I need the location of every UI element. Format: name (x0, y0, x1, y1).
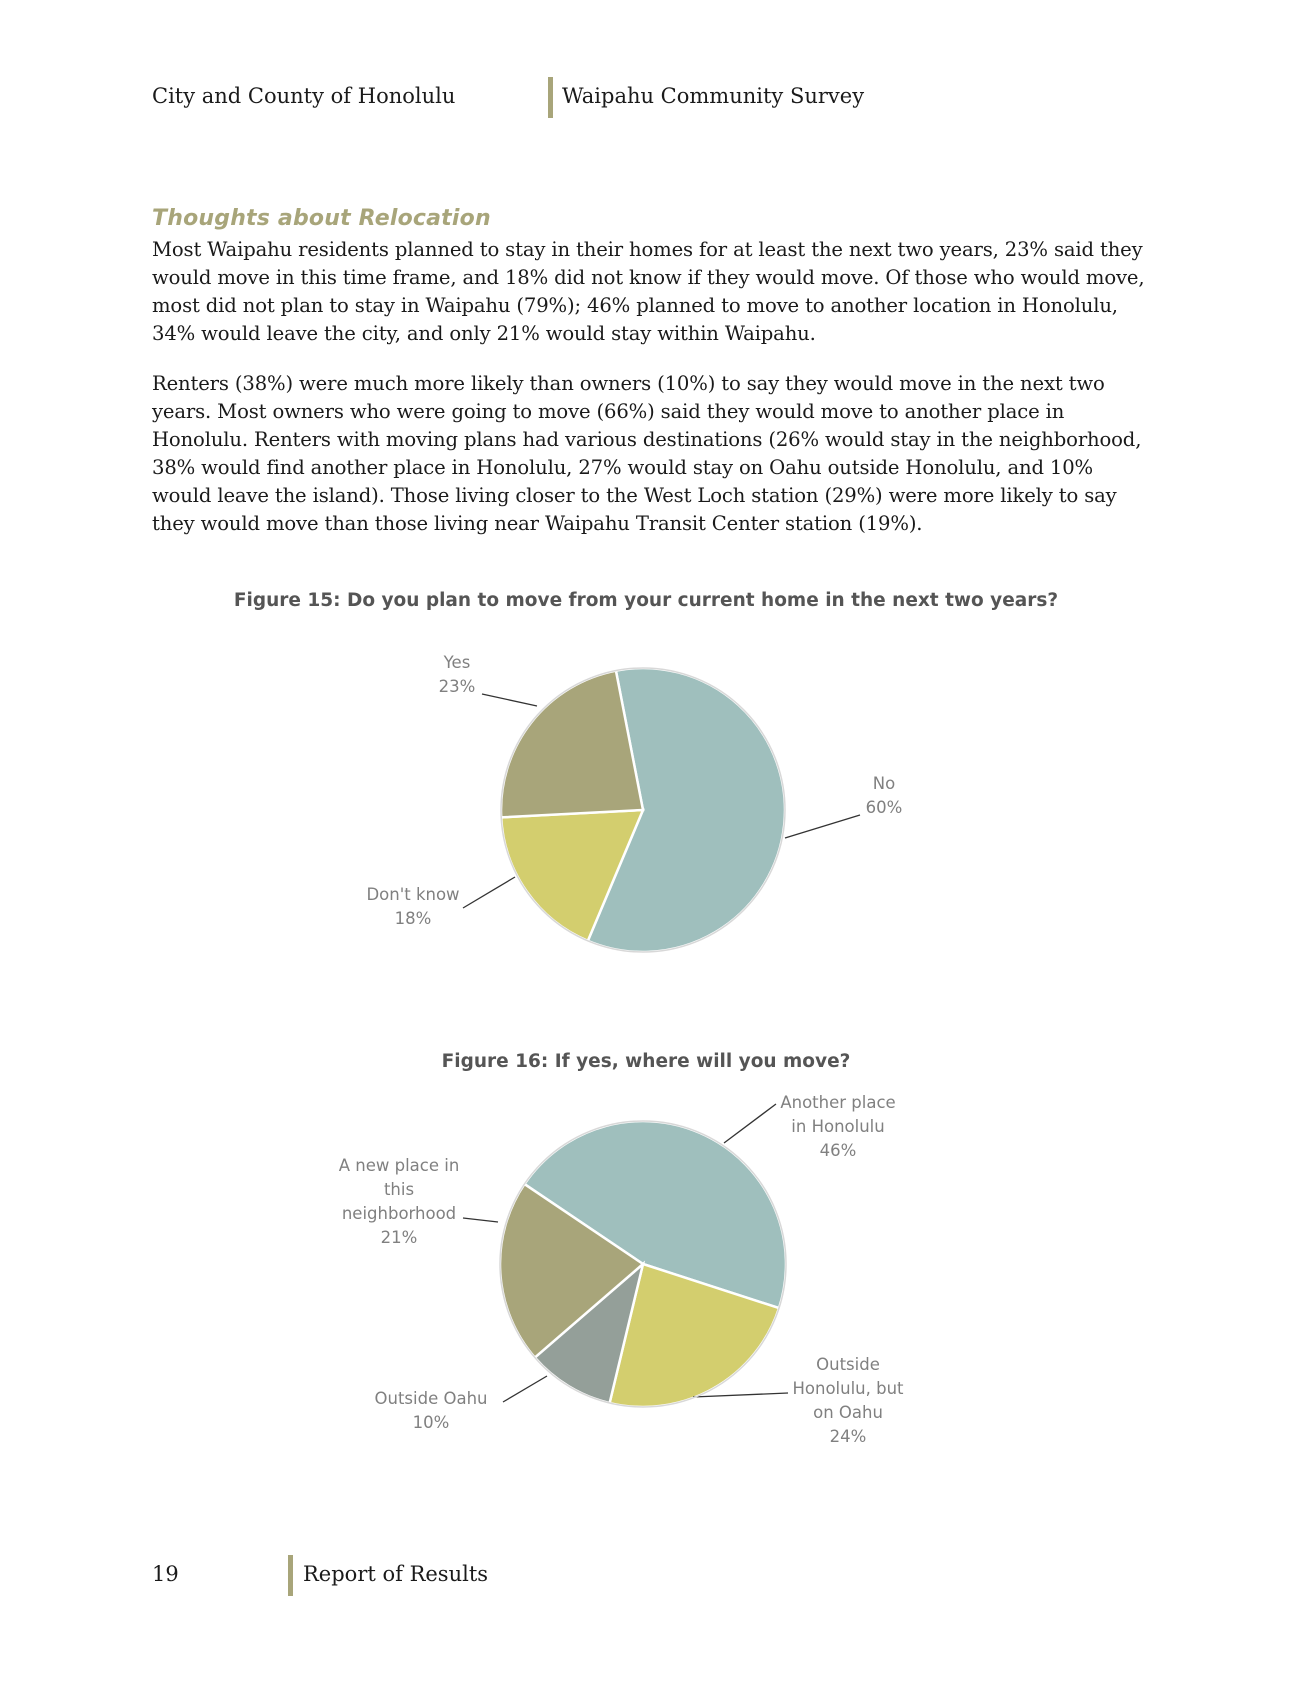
figure-16-caption: Figure 16: If yes, where will you move? (441, 1051, 851, 1072)
paragraph-1: Most Waipahu residents planned to stay in their homes for at least the next two years, 23% said they would move in this time frame, and 18% did not know if they would move. Of those who would move, most did not plan to stay in Waipahu (79%); 46% planned to move to another location in Honolulu, 34% would leave the city, and only 21% would stay within Waipahu. (152, 238, 1145, 345)
header-right: Waipahu Community Survey (562, 84, 865, 108)
pie-2-leader-a-new-place-in-this-neighborhood (463, 1218, 498, 1222)
footer-divider (288, 1555, 293, 1596)
paragraph-2: Renters (38%) were much more likely than owners (10%) to say they would move in the next two years. Most owners who were going to move (66%) said they would move to another place in Honolulu. Renters with moving plans had various destinations (26% would stay in the neighborhood, 38% would find another place in Honolulu, 27% would stay on Oahu outside Honolulu, and 10% would leave the island). Those living closer to the West Loch station (29%) were more likely to say they would move than those living near Waipahu Transit Center station (19%). (152, 372, 1142, 535)
pie-1-leader-don-t-know (463, 877, 515, 908)
pie-2-label-a-new-place-in-this-neighborhood: A new place in this neighborhood 21% (338, 1156, 460, 1247)
figure-15-caption: Figure 15: Do you plan to move from your current home in the next two years? (233, 590, 1059, 611)
pie-2-label-another-place-in-honolulu: Another place in Honolulu 46% (780, 1093, 896, 1160)
pie-2-leader-outside-oahu (503, 1376, 547, 1402)
pie-1-leader-no (785, 815, 860, 838)
header-left: City and County of Honolulu (152, 84, 456, 108)
pie-1-leader-yes (482, 694, 537, 706)
pie-2-leader-outside-honolulu-but-on-oahu (693, 1393, 788, 1397)
pie-2-leader-another-place-in-honolulu (724, 1104, 776, 1143)
footer-text: Report of Results (303, 1562, 489, 1586)
pie-2-label-outside-oahu: Outside Oahu 10% (374, 1389, 488, 1432)
pie-1-label-don-t-know: Don't know 18% (366, 885, 460, 928)
page-number: 19 (152, 1562, 179, 1586)
section-heading: Thoughts about Relocation (152, 206, 491, 231)
pie-1-label-yes: Yes 23% (438, 653, 476, 696)
pie-1-label-no: No 60% (865, 774, 903, 817)
pie-2-label-outside-honolulu-but-on-oahu: Outside Honolulu, but on Oahu 24% (792, 1355, 904, 1446)
